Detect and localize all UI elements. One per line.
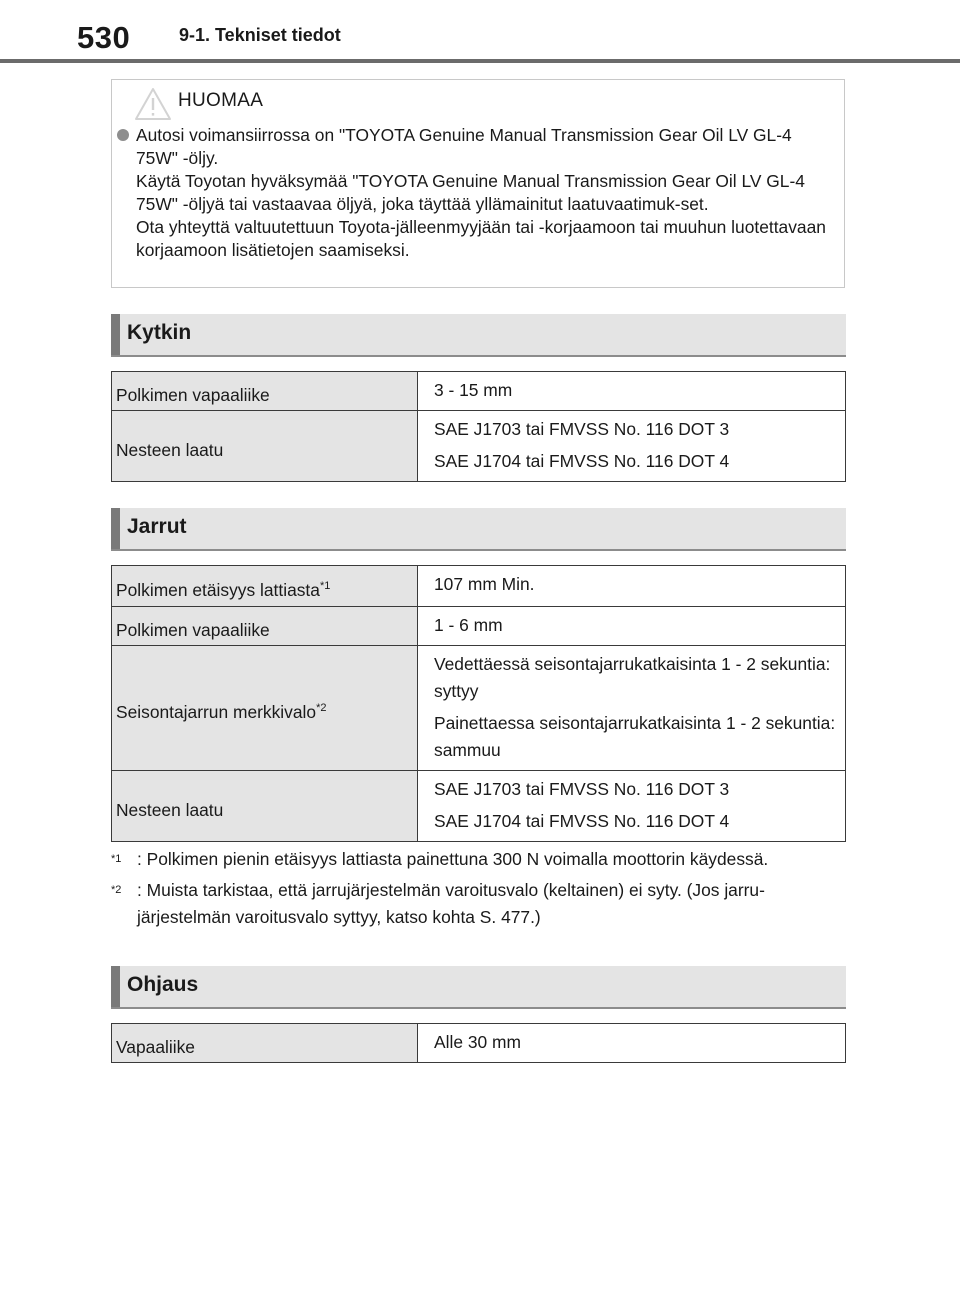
bullet-icon — [117, 129, 129, 141]
notice-paragraph: Ota yhteyttä valtuutettuun Toyota-jälleenmyyjään tai -korjaamoon tai muuhun luotettavaan korjaamoon lisätietojen saamiseksi. — [136, 217, 826, 260]
section-heading-kytkin — [111, 314, 846, 357]
section-heading-jarrut — [111, 508, 846, 551]
section-heading-label: Ohjaus — [127, 973, 199, 996]
spec-value — [418, 771, 846, 842]
footnote — [111, 877, 846, 931]
table-row — [112, 771, 846, 842]
footnote-text: : Muista tarkistaa, että jarrujärjestelmän varoitusvalo (keltainen) ei syty. (Jos jarru-järjestelmän varoitusvalo syttyy, katso kohta S. 477.) — [137, 880, 765, 927]
spec-value — [418, 566, 846, 607]
footnote-ref: *2 — [316, 701, 327, 714]
spec-value-line: Vedettäessä seisontajarrukatkaisinta 1 - 2 sekuntia: syttyy — [434, 654, 831, 701]
spec-value-line: SAE J1704 tai FMVSS No. 116 DOT 4 — [434, 451, 730, 471]
header-divider — [0, 59, 960, 63]
section-heading-ohjaus — [111, 966, 846, 1009]
spec-table-jarrut — [111, 565, 846, 842]
spec-value-line: SAE J1703 tai FMVSS No. 116 DOT 3 — [434, 419, 730, 439]
spec-value — [418, 646, 846, 771]
footnote — [111, 846, 846, 873]
warning-triangle-icon — [133, 86, 173, 122]
section-heading-label: Kytkin — [127, 321, 192, 344]
spec-value — [418, 411, 846, 482]
footnote-text: : Polkimen pienin etäisyys lattiasta painettuna 300 N voimalla moottorin käydessä. — [137, 849, 769, 869]
notice-title: HUOMAA — [178, 90, 264, 111]
footnote-ref: *1 — [319, 579, 331, 592]
spec-value-line: 107 mm Min. — [434, 574, 535, 594]
spec-label: Nesteen laatu — [112, 771, 418, 842]
spec-value — [418, 1024, 846, 1063]
spec-label — [112, 566, 418, 607]
spec-label: Nesteen laatu — [112, 411, 418, 482]
notice-paragraph: Käytä Toyotan hyväksymää "TOYOTA Genuine Manual Transmission Gear Oil LV GL-4 75W" -öljyä tai vastaavaa öljyä, joka täyttää yllämainitut laatuvaatimuk-set. — [136, 171, 805, 214]
section-heading-label: Jarrut — [127, 515, 187, 538]
table-row — [112, 1024, 846, 1063]
page-number: 530 — [77, 20, 131, 55]
spec-value-line: Alle 30 mm — [434, 1032, 521, 1052]
spec-value-line: 3 - 15 mm — [434, 380, 513, 400]
footnote-mark-text: *1 — [111, 853, 122, 865]
table-row — [112, 372, 846, 411]
spec-label — [112, 646, 418, 771]
footnote-mark — [111, 846, 121, 876]
footnotes — [111, 846, 846, 935]
spec-table-kytkin — [111, 371, 846, 482]
table-row — [112, 566, 846, 607]
spec-value — [418, 607, 846, 646]
spec-value-line: Painettaessa seisontajarrukatkaisinta 1 - 2 sekuntia: sammuu — [434, 713, 836, 760]
spec-label: Polkimen vapaaliike — [112, 372, 418, 411]
spec-label-text: Polkimen etäisyys lattiasta — [116, 579, 320, 600]
notice-header — [112, 80, 844, 123]
spec-value-line: SAE J1703 tai FMVSS No. 116 DOT 3 — [434, 779, 730, 799]
section-title: 9-1. Tekniset tiedot — [179, 25, 341, 45]
notice-box — [111, 79, 845, 288]
spec-table-ohjaus — [111, 1023, 846, 1063]
notice-paragraph: Autosi voimansiirrossa on "TOYOTA Genuine Manual Transmission Gear Oil LV GL-4 75W" -öljy. — [136, 125, 792, 168]
spec-label: Polkimen vapaaliike — [112, 607, 418, 646]
notice-body — [136, 124, 831, 262]
page-header — [0, 0, 960, 62]
table-row — [112, 411, 846, 482]
spec-label-text: Seisontajarrun merkkivalo — [116, 701, 317, 722]
footnote-mark-text: *2 — [111, 884, 122, 896]
footnote-mark — [111, 877, 121, 907]
spec-value-line: SAE J1704 tai FMVSS No. 116 DOT 4 — [434, 811, 730, 831]
spec-value-line: 1 - 6 mm — [434, 615, 503, 635]
spec-value — [418, 372, 846, 411]
table-row — [112, 646, 846, 771]
table-row — [112, 607, 846, 646]
spec-label: Vapaaliike — [112, 1024, 418, 1063]
